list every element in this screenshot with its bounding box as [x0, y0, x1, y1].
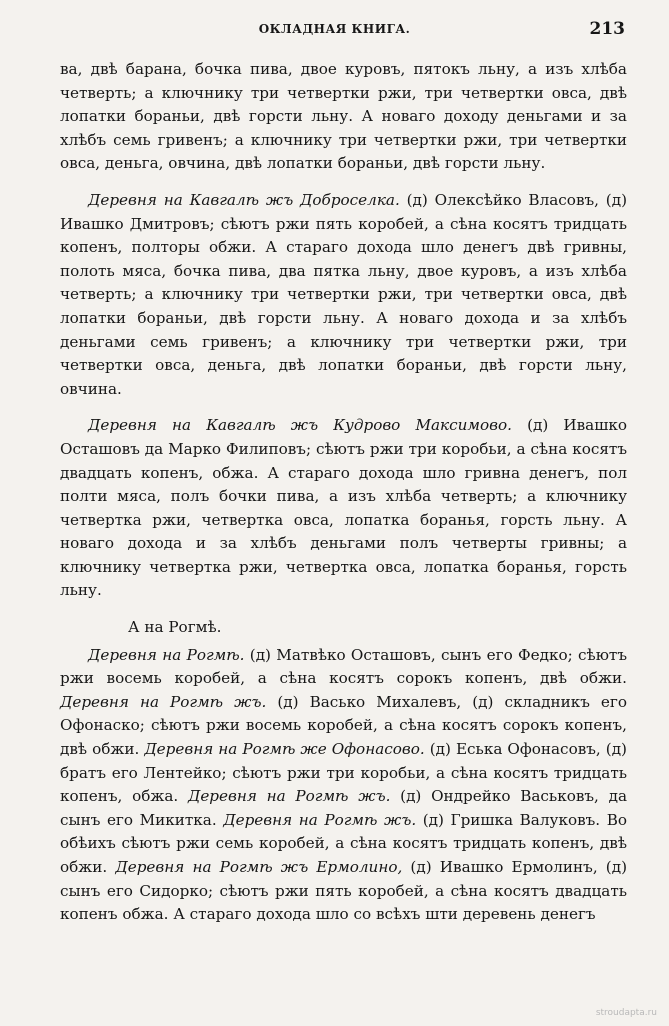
page-header [0, 19, 669, 44]
paragraph-text: А на Рогмѣ. [128, 618, 222, 637]
paragraph [60, 189, 627, 401]
village-name: Деревня на Кавгалѣ жъ Кудрово Максимово. [88, 416, 512, 435]
paragraph-text: (д) Ивашко Осташовъ да Марко Филиповъ; сѣютъ ржи три коробьи, а сѣна косятъ двадцать копенъ, обжа. А стараго дохода шло гривна денегъ, пол полти мяса, полъ бочки пива, а изъ хлѣба четверть; а ключнику четвертка ржи, четвертка овса, лопатка боранья, горсть льну. А новаго дохода и за хлѣбъ деньгами полъ четверты гривны; а ключнику четвертка ржи, четвертка овса, лопатка боранья, горсть льну. [60, 416, 627, 600]
paragraph-text: (д) Ивашко Ермолинъ, (д) сынъ его Сидорко; сѣютъ ржи пять коробей, а сѣна косятъ двадцать копенъ обжа. А стараго дохода шло со всѣхъ шти деревень денегъ [60, 858, 628, 924]
paragraph [60, 644, 627, 927]
village-name: Деревня на Рогмѣ же Офонасово. [144, 740, 425, 759]
village-name: Деревня на Кавгалѣ жъ Доброселка. [88, 190, 400, 209]
watermark: stroudapta.ru [595, 1008, 657, 1018]
running-title: ОКЛАДНАЯ КНИГА. [258, 22, 411, 36]
village-name: Деревня на Рогмѣ. [88, 645, 245, 664]
paragraph-text: (д) Еська Офонасовъ, (д) братъ его Лентейко; сѣютъ ржи три коробьи, а сѣна косятъ тридцать копенъ, обжа. [60, 740, 627, 806]
body-text [60, 58, 627, 927]
paragraph-text: (д) Васько Михалевъ, (д) складникъ его Офонаско; сѣютъ ржи восемь коробей, а сѣна косятъ сорокъ копенъ, двѣ обжи. [60, 692, 628, 759]
paragraph-text: (д) Матвѣко Осташовъ, сынъ его Федко; сѣютъ ржи восемь коробей, а сѣна косятъ сорокъ копенъ, двѣ обжи. [60, 645, 627, 688]
village-name: Деревня на Рогмѣ жъ Ермолино, [115, 858, 403, 876]
paragraph [60, 414, 627, 603]
village-name: Деревня на Рогмѣ жъ. [60, 692, 267, 711]
paragraph-text: (д) Гришка Валуковъ. Во обѣихъ сѣютъ ржи семь коробей, а сѣна косятъ тридцать копенъ, двѣ обжи. [60, 810, 627, 876]
paragraph [60, 58, 627, 176]
section-heading [60, 616, 627, 640]
paragraph-text: (д) Олексѣйко Власовъ, (д) Ивашко Дмитровъ; сѣютъ ржи пять коробей, а сѣна косятъ тридцать копенъ, полторы обжи. А стараго дохода шло денегъ двѣ гривны, полоть мяса, бочка пива, два пятка льну, двое куровъ, а изъ хлѣба четверть; а ключнику три четвертки ржи, три четвертки овса, двѣ лопатки бораньи, двѣ горсти льну. А новаго дохода и за хлѣбъ деньгами семь гривенъ; а ключнику три четвертки ржи, три четвертки овса, деньга, двѣ лопатки бораньи, двѣ горсти льну, овчина. [60, 190, 627, 398]
page-number: 213 [589, 19, 625, 39]
paragraph-text: (д) Ондрейко Васьковъ, да сынъ его Микитка. [60, 787, 628, 829]
paragraph-text: ва, двѣ барана, бочка пива, двое куровъ, пятокъ льну, а изъ хлѣба четверть; а ключнику три четвертки ржи, три четвертки овса, двѣ лопатки бораньи, двѣ горсти льну. А новаго доходу деньгами и за хлѣбъ семь гривенъ; а ключнику три четвертки ржи, три четвертки овса, деньга, овчина, двѣ лопатки бораньи, двѣ горсти льну. [60, 60, 627, 173]
village-name: Деревня на Рогмѣ жъ. [223, 810, 417, 829]
village-name: Деревня на Рогмѣ жъ. [187, 787, 391, 806]
